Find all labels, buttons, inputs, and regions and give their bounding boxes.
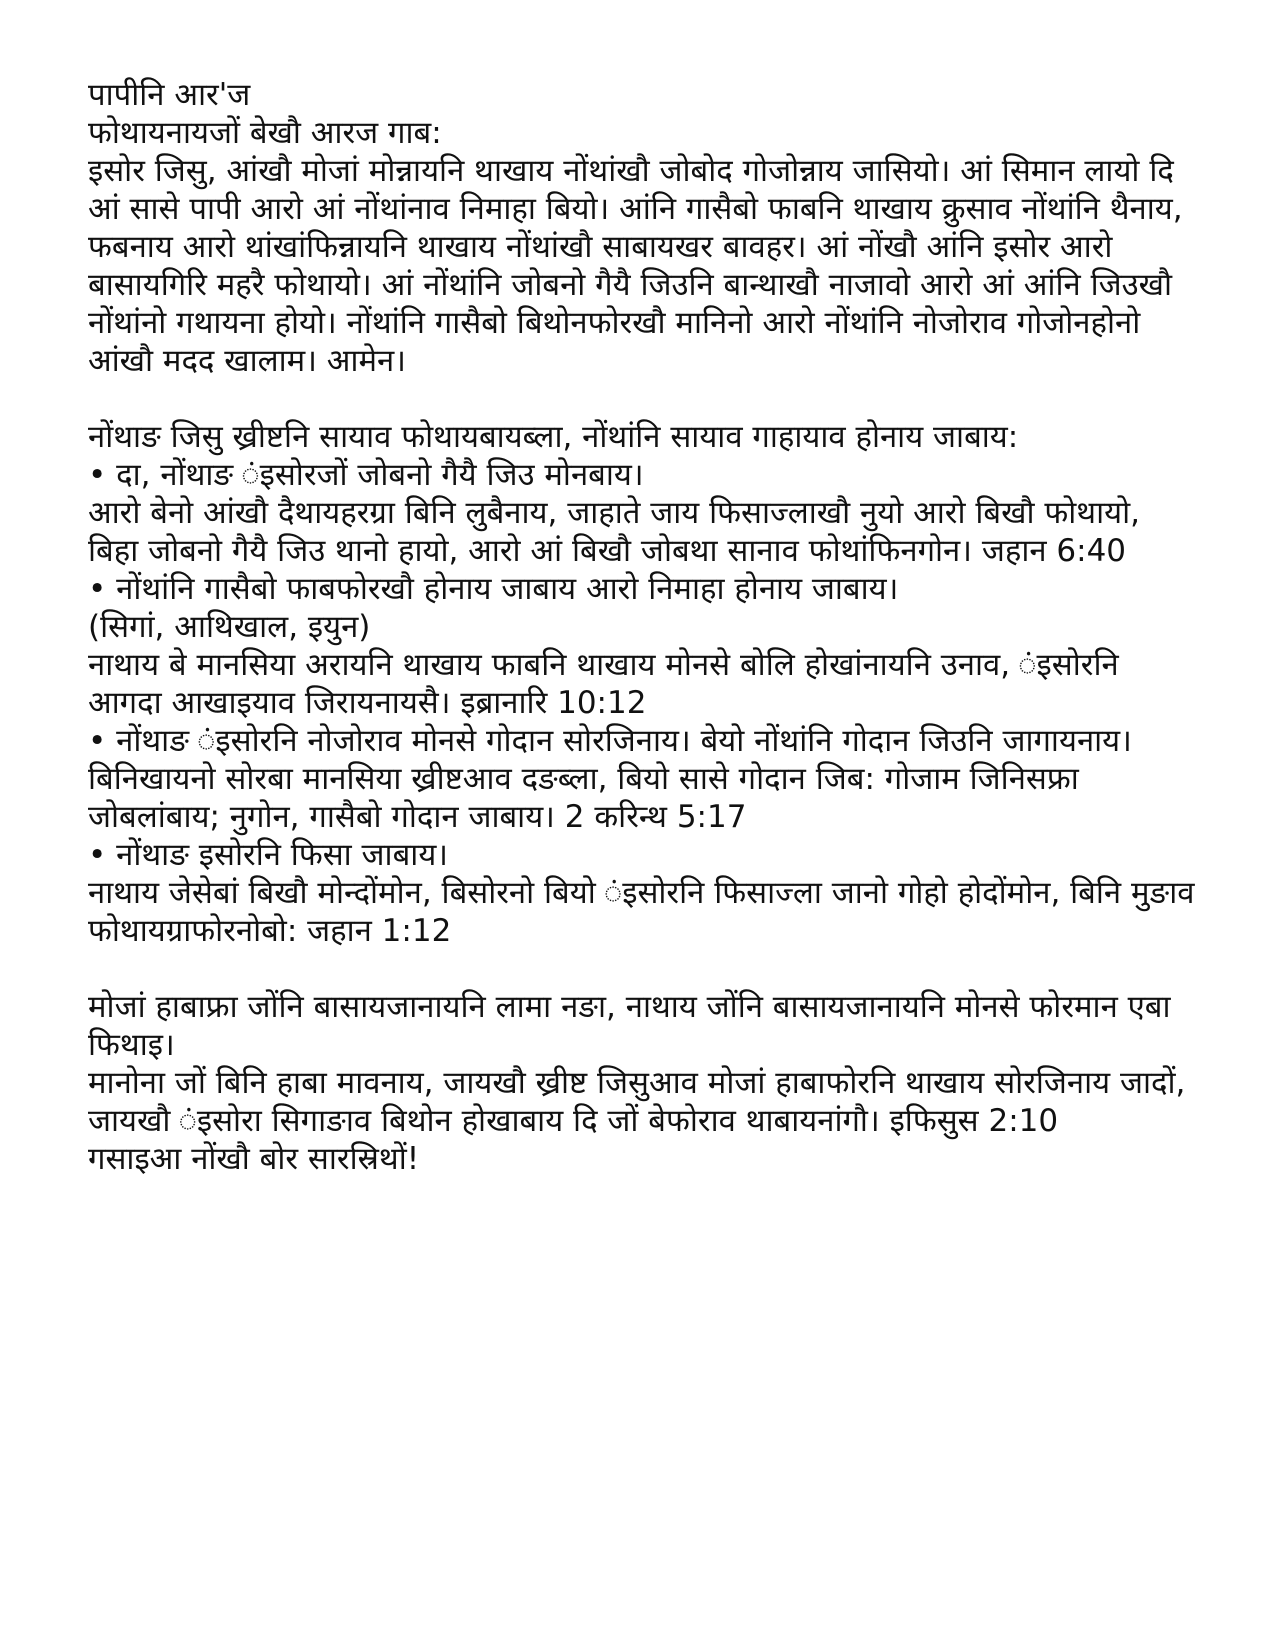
closing-blessing: गसाइआ नोंखौ बोर सारस्रिथों!: [88, 1141, 420, 1177]
verse-ephesians-2-10: मानोना जों बिनि हाबा मावनाय, जायखौ ख्रीष्ट जिसुआव मोजां हाबाफोरनि थाखाय सोरजिनाय जादों, जायखौ ंइसोरा सिगाङाव बिथोन होखाबाय दि जों बेफोराव थाबायनांगौ। इफिसुस 2:10: [88, 1065, 1186, 1139]
prayer-intro: फोथायनायजों बेखौ आरज गाब:: [88, 115, 442, 151]
verse-2-corinthians-5-17: बिनिखायनो सोरबा मानसिया ख्रीष्टआव दङब्ला, बियो सासे गोदान जिब: गोजाम जिनिसफ्रा जोबलांबाय; नुगोन, गासैबो गोदान जाबाय। 2 करिन्थ 5:17: [88, 761, 1079, 835]
document-title: पापीनि आर'ज: [88, 77, 251, 113]
prayer-text: इसोर जिसु, आंखौ मोजां मोन्नायनि थाखाय नोंथांखौ जोबोद गोजोन्नाय जासियो। आं सिमान लायो दि आं सासे पापी आरो आं नोंथांनाव निमाहा बियो। आंनि गासैबो फाबनि थाखाय क्रुसाव नोंथांनि थैनाय, फबनाय आरो थांखांफिन्नायनि थाखाय नोंथांखौ साबायखर बावहर। आं नोंखौ आंनि इसोर आरो बासायगिरि महरै फोथायो। आं नोंथांनि जोबनो गैयै जिउनि बान्थाखौ नाजावो आरो आं आंनि जिउखौ नोंथांनो गथायना होयो। नोंथांनि गासैबो बिथोनफोरखौ मानिनो आरो नोंथांनि नोजोराव गोजोनहोनो आंखौ मदद खालाम। आमेन।: [88, 153, 1183, 379]
verse-john-1-12: नाथाय जेसेबां बिखौ मोन्दोंमोन, बिसोरनो बियो ंइसोरनि फिसाज्ला जानो गोहो होदोंमोन, बिनि मुङाव फोथायग्राफोरनोबो: जहान 1:12: [88, 875, 1195, 949]
good-works-statement: मोजां हाबाफ्रा जोंनि बासायजानायनि लामा नङा, नाथाय जोंनि बासायजानायनि मोनसे फोरमान एबा फिथाइ।: [88, 989, 1171, 1063]
verse-john-6-40: आरो बेनो आंखौ दैथायहरग्रा बिनि लुबैनाय, जाहाते जाय फिसाज्लाखौ नुयो आरो बिखौ फोथायो, बिहा जोबनो गैयै जिउ थानो हायो, आरो आं बिखौ जोबथा सानाव फोथांफिनगोन। जहान 6:40: [88, 495, 1140, 569]
paragraph-spacer: [88, 950, 1199, 988]
bullet-point-4: • नोंथाङ इसोरनि फिसा जाबाय।: [88, 837, 449, 873]
blessings-intro: नोंथाङ जिसु ख्रीष्टनि सायाव फोथायबायब्ला, नोंथांनि सायाव गाहायाव होनाय जाबाय:: [88, 419, 1019, 455]
bullet-point-2-note: (सिगां, आथिखाल, इयुन): [88, 609, 371, 645]
bullet-point-1: • दा, नोंथाङ ंइसोरजों जोबनो गैयै जिउ मोनबाय।: [88, 457, 644, 493]
verse-hebrews-10-12: नाथाय बे मानसिया अरायनि थाखाय फाबनि थाखाय मोनसे बोलि होखांनायनि उनाव, ंइसोरनि आगदा आखाइयाव जिरायनायसै। इब्रानारि 10:12: [88, 647, 1119, 721]
paragraph-spacer: [88, 380, 1199, 418]
bullet-point-3: • नोंथाङ ंइसोरनि नोजोराव मोनसे गोदान सोरजिनाय। बेयो नोंथांनि गोदान जिउनि जागायनाय।: [88, 723, 1132, 759]
bullet-point-2: • नोंथांनि गासैबो फाबफोरखौ होनाय जाबाय आरो निमाहा होनाय जाबाय।: [88, 571, 899, 607]
